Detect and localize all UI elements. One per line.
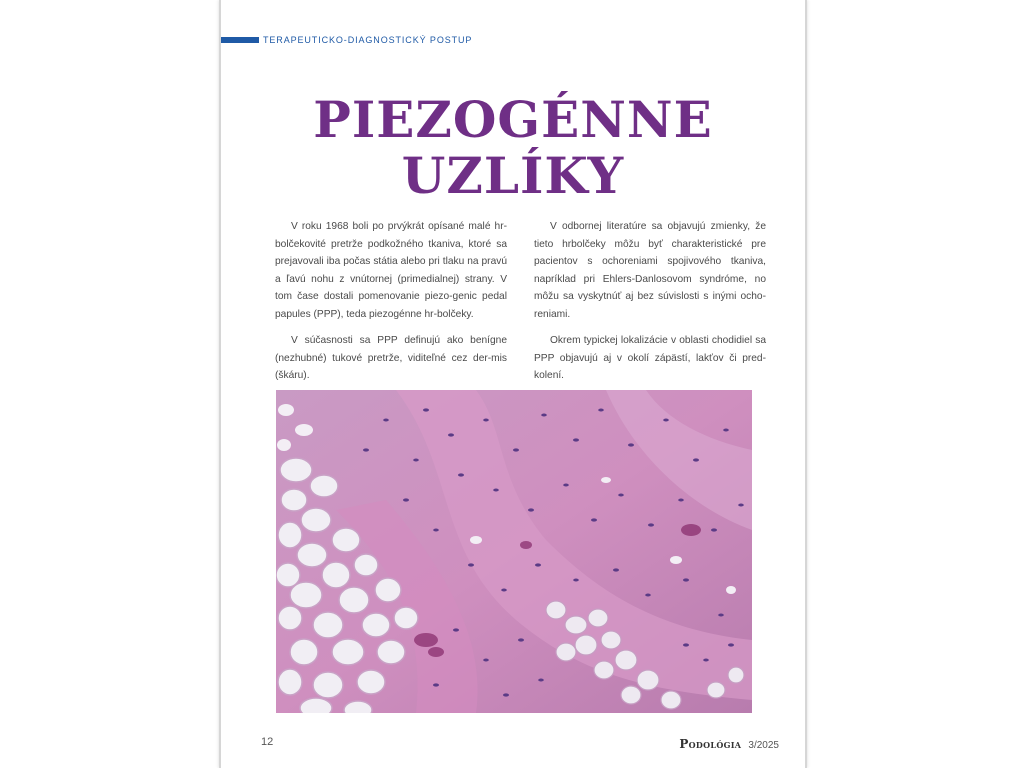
title-line-2: UZLÍKY [401,146,625,205]
histology-micrograph-icon [276,390,752,713]
article-title [221,92,805,204]
issue-number: 3/2025 [748,740,779,751]
section-label: TERAPEUTICKO-DIAGNOSTICKÝ POSTUP [263,35,473,45]
title-line-1: PIEZOGÉNNE [313,90,713,149]
paragraph: Okrem typickej lokalizácie v oblasti chodidiel sa PPP objavujú aj v okolí zápästí, lakťov či pred-kolení. [534,335,766,381]
text-column-right [534,218,766,394]
magazine-name: Podológia [679,737,742,751]
paragraph: V odbornej literatúre sa objavujú zmienky, že tieto hrbolčeky môžu byť charakteristické pre pacientov s ochoreniami spojivového tkaniva, napríklad pri Ehlers-Danlosovom syndróme, no môžu sa vyskytnúť aj bez súvislosti s inými ocho-reniami. [534,221,766,320]
paragraph: V súčasnosti sa PPP definujú ako benígne (nezhubné) tukové pretrže, viditeľné cez der-mis (škáru). [275,335,507,381]
section-accent-bar [221,37,259,43]
text-column-left [275,218,507,394]
paragraph: V roku 1968 boli po prvýkrát opísané malé hr-bolčekovité pretrže podkožného tkaniva, ktoré sa prejavovali iba počas státia alebo pri tlaku na pravú a ľavú nohu z vnútornej (primedialnej) strany. V tom čase dostali pomenovanie piezo-genic pedal papules (PPP), teda piezogénne hr-bolčeky. [275,221,507,320]
magazine-page [219,0,807,768]
histology-image [276,390,752,713]
page-number: 12 [261,736,274,748]
footer-masthead [679,733,779,752]
